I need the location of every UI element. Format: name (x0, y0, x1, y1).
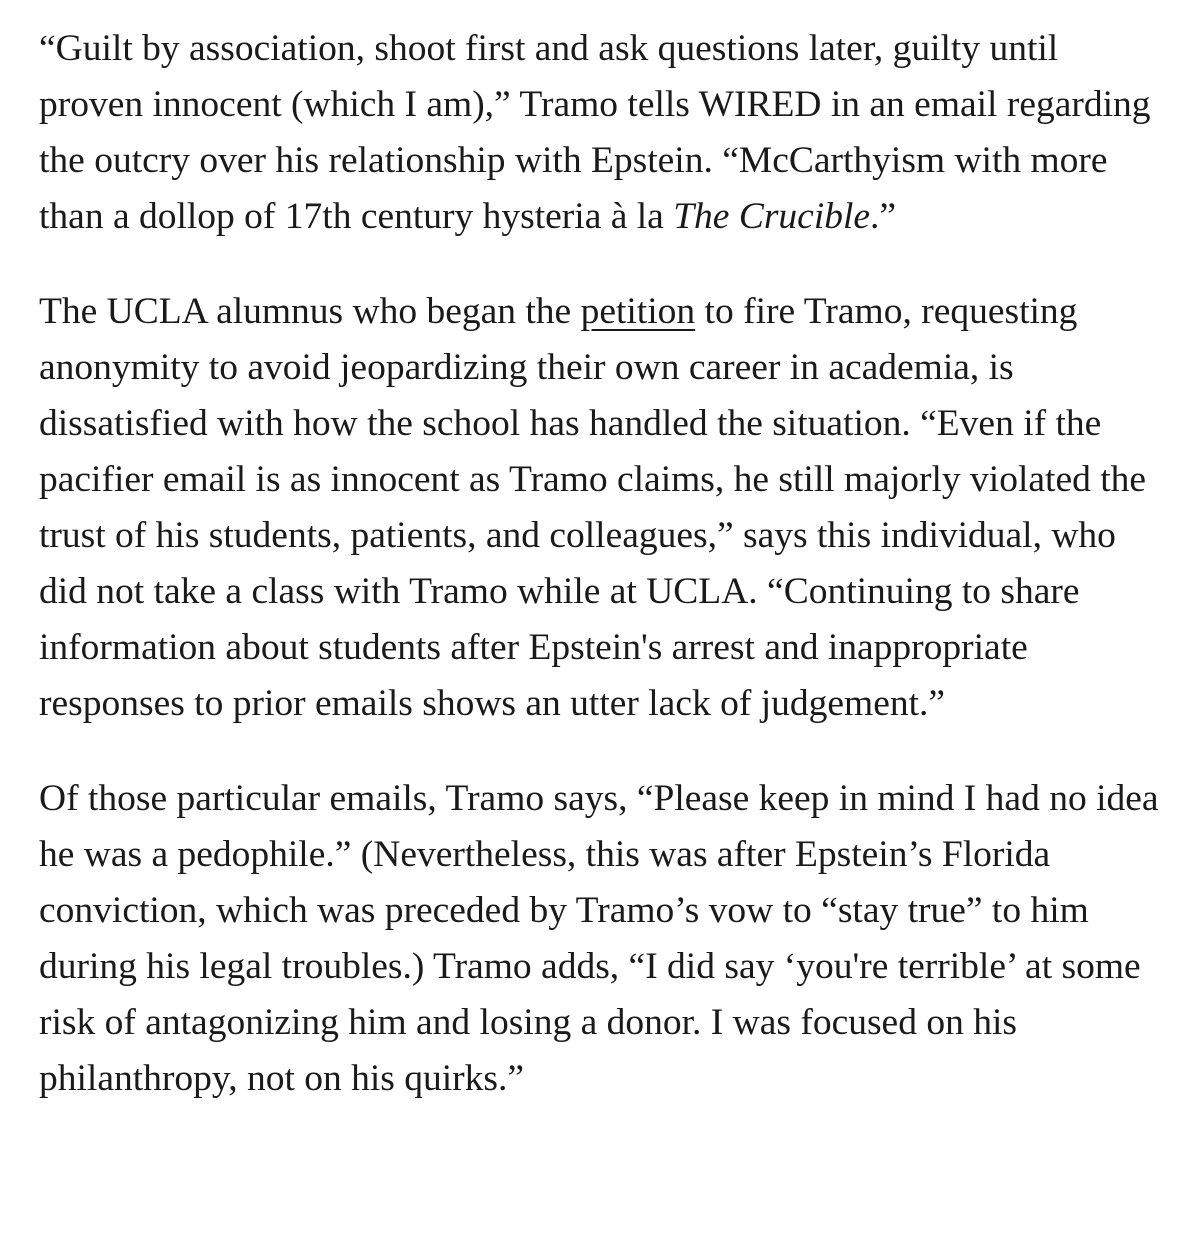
paragraph-1-text-end: .” (870, 196, 897, 237)
paragraph-2-text-end: to fire Tramo, requesting anonymity to avoid jeopardizing their own career in academia, is dissatisfied with how the school has handled the situation. “Even if the pacifier email is as innocent as Tramo claims, he still majorly violated the trust of his students, patients, and colleagues,” says this individual, who did not take a class with Tramo while at UCLA. “Continuing to share information about students after Epstein's arrest and inappropriate responses to prior emails shows an utter lack of judgement.” (39, 291, 1147, 724)
paragraph-1-text-start: “Guilt by association, shoot first and ask questions later, guilty until proven innocent (which I am),” Tramo tells WIRED in an email regarding the outcry over his relationship with Epstein. “McCarthyism with more than a dollop of 17th century hysteria à la (39, 28, 1151, 237)
paragraph-3: Of those particular emails, Tramo says, “Please keep in mind I had no idea he was a pedophile.” (Nevertheless, this was after Epstein’s Florida conviction, which was preceded by Tramo’s vow to “stay true” to him during his legal troubles.) Tramo adds, “I did say ‘you're terrible’ at some risk of antagonizing him and losing a donor. I was focused on his philanthropy, not on his quirks.” (39, 778, 1159, 1099)
paragraph-2 (39, 284, 1164, 732)
book-title-the-crucible: The Crucible (673, 196, 871, 237)
paragraph-2-text-start: The UCLA alumnus who began the (39, 291, 581, 332)
article-body (39, 21, 1164, 1107)
paragraph-1 (39, 21, 1164, 245)
petition-link[interactable]: petition (580, 291, 696, 332)
